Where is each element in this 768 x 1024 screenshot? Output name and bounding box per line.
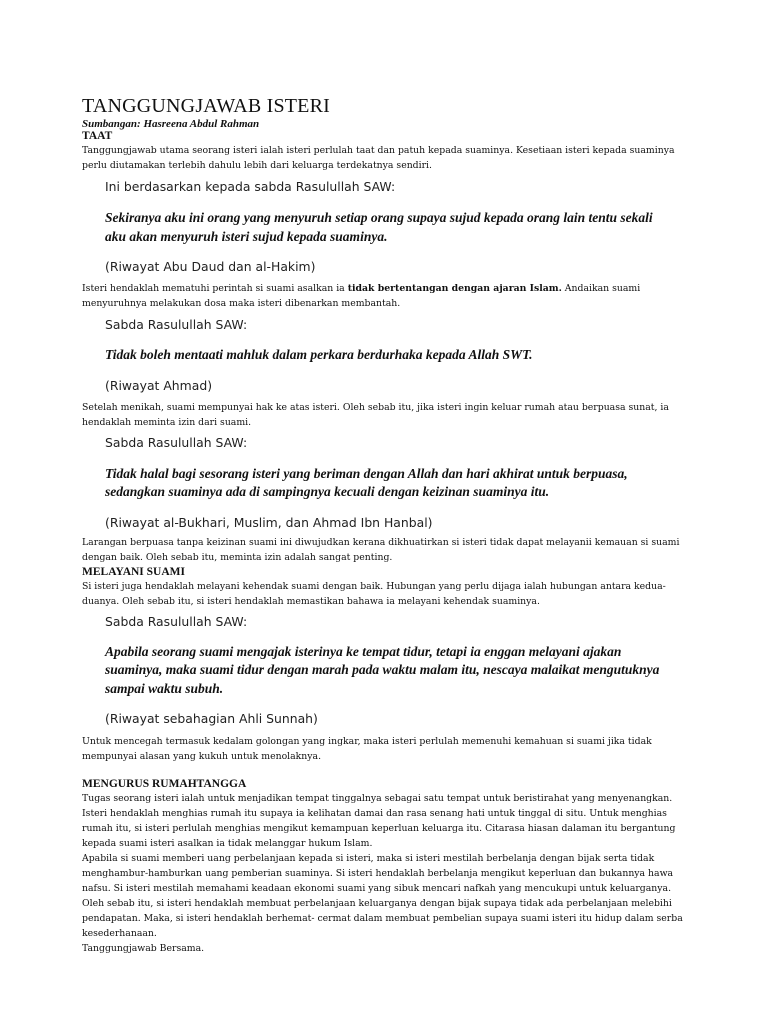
mengurus-paragraph-2: Apabila si suami memberi uang perbelanjaan kepada si isteri, maka si isteri mestilah berbelanja dengan bijak serta tidak menghambur-hamburkan uang pemberian suaminya. Si isteri hendaklah berbelanja mengikut keperluan dan bukannya hawa nafsu. Si isteri mestilah memahami keadaan ekonomi suami yang sibuk mencari nafkah yang mencukupi untuk keluarganya. Oleh sebab itu, si isteri hendaklah membuat perbelanjaan keluarganya dengan bijak supaya tidak ada perbelanjaan melebihi pendapatan. Maka, si isteri hendaklah berhemat- cermat dalam membuat pembelian supaya suami isteri itu hidup dalam serba kesederhanaan. <box>82 853 683 939</box>
taat-quote-3-text: Tidak halal bagi sesorang isteri yang beriman dengan Allah dan hari akhirat untuk berpuasa, sedangkan suaminya ada di sampingnya kecuali dengan keizinan suaminya itu. <box>105 465 628 499</box>
taat-paragraph-3: Setelah menikah, suami mempunyai hak ke atas isteri. Oleh sebab itu, jika isteri ingin keluar rumah atau berpuasa sunat, ia hendaklah meminta izin dari suami. <box>82 401 669 428</box>
document-title: TANGGUNGJAWAB ISTERI <box>82 95 331 117</box>
melayani-quote-1-text: Apabila seorang suami mengajak isterinya ke tempat tidur, tetapi ia enggan melayani ajakan suaminya, maka suami tidur dengan marah pada waktu malam itu, nescaya malaikat mengutuknya sampai waktu subuh. <box>105 643 660 696</box>
taat-quote-2-text: Tidak boleh mentaati mahluk dalam perkara berdurhaka kepada Allah SWT. <box>105 347 533 362</box>
taat-quote-1-narrator: (Riwayat Abu Daud dan al-Hakim) <box>105 259 316 274</box>
heading-taat: TAAT <box>82 130 113 142</box>
taat-quote-1-intro: Ini berdasarkan kepada sabda Rasulullah SAW: <box>105 179 396 194</box>
document-page <box>82 94 694 956</box>
heading-mengurus-rumahtangga: MENGURUS RUMAHTANGGA <box>82 778 247 790</box>
taat-paragraph-2-end: Andaikan suami menyuruhnya melakukan dosa maka isteri dibenarkan membantah. <box>82 283 641 309</box>
melayani-quote-1-intro: Sabda Rasulullah SAW: <box>105 613 248 629</box>
taat-paragraph-4: Larangan berpuasa tanpa keizinan suami ini diwujudkan kerana dikhuatirkan si isteri tidak dapat melayanii kemauan si suami dengan baik. Oleh sebab itu, meminta izin adalah sangat penting. <box>82 536 680 563</box>
mengurus-paragraph-1: Tugas seorang isteri ialah untuk menjadikan tempat tinggalnya sebagai satu tempat untuk beristirahat yang menyenangkan. Isteri hendaklah menghias rumah itu supaya ia kelihatan damai dan rasa senang hati untuk tinggal di situ. Untuk menghias rumah itu, si isteri perlulah menghias mengikut kemampuan keperluan keluarga itu. Citarasa hiasan dalaman itu bergantung kepada suami isteri asalkan ia tidak melanggar hukum Islam. <box>82 793 676 849</box>
taat-quote-2-narrator: (Riwayat Ahmad) <box>105 377 213 393</box>
taat-quote-3-narrator: (Riwayat al-Bukhari, Muslim, dan Ahmad Ibn Hanbal) <box>105 514 433 530</box>
taat-paragraph-2-bold: tidak bertentangan dengan ajaran Islam. <box>347 283 562 294</box>
taat-paragraph-1: Tanggungjawab utama seorang isteri ialah isteri perlulah taat dan patuh kepada suaminya. Kesetiaan isteri kepada suaminya perlu diutamakan terlebih dahulu lebih dari keluarga terdekatnya sendiri. <box>82 145 675 171</box>
mengurus-paragraph-3: Tanggungjawab Bersama. <box>82 943 205 954</box>
taat-paragraph-2 <box>82 281 694 311</box>
taat-paragraph-2-start: Isteri hendaklah mematuhi perintah si suami asalkan ia <box>82 283 348 294</box>
heading-melayani-suami: MELAYANI SUAMI <box>82 565 185 578</box>
melayani-quote-1-narrator: (Riwayat sebahagian Ahli Sunnah) <box>105 711 318 726</box>
melayani-paragraph-2: Untuk mencegah termasuk kedalam golongan yang ingkar, maka isteri perlulah memenuhi kemahuan si suami jika tidak mempunyai alasan yang kukuh untuk menolaknya. <box>82 736 652 762</box>
byline: Sumbangan: Hasreena Abdul Rahman <box>82 118 260 130</box>
taat-quote-2-intro: Sabda Rasulullah SAW: <box>105 317 248 332</box>
melayani-paragraph-1: Si isteri juga hendaklah melayani kehendak suami dengan baik. Hubungan yang perlu dijaga ialah hubungan antara kedua-duanya. Oleh sebab itu, si isteri hendaklah memastikan bahawa ia melayani kehendak suaminya. <box>82 580 666 607</box>
taat-quote-3-intro: Sabda Rasulullah SAW: <box>105 434 248 450</box>
taat-quote-1-text: Sekiranya aku ini orang yang menyuruh setiap orang supaya sujud kepada orang lain tentu sekali aku akan menyuruh isteri sujud kepada suaminya. <box>105 210 653 244</box>
